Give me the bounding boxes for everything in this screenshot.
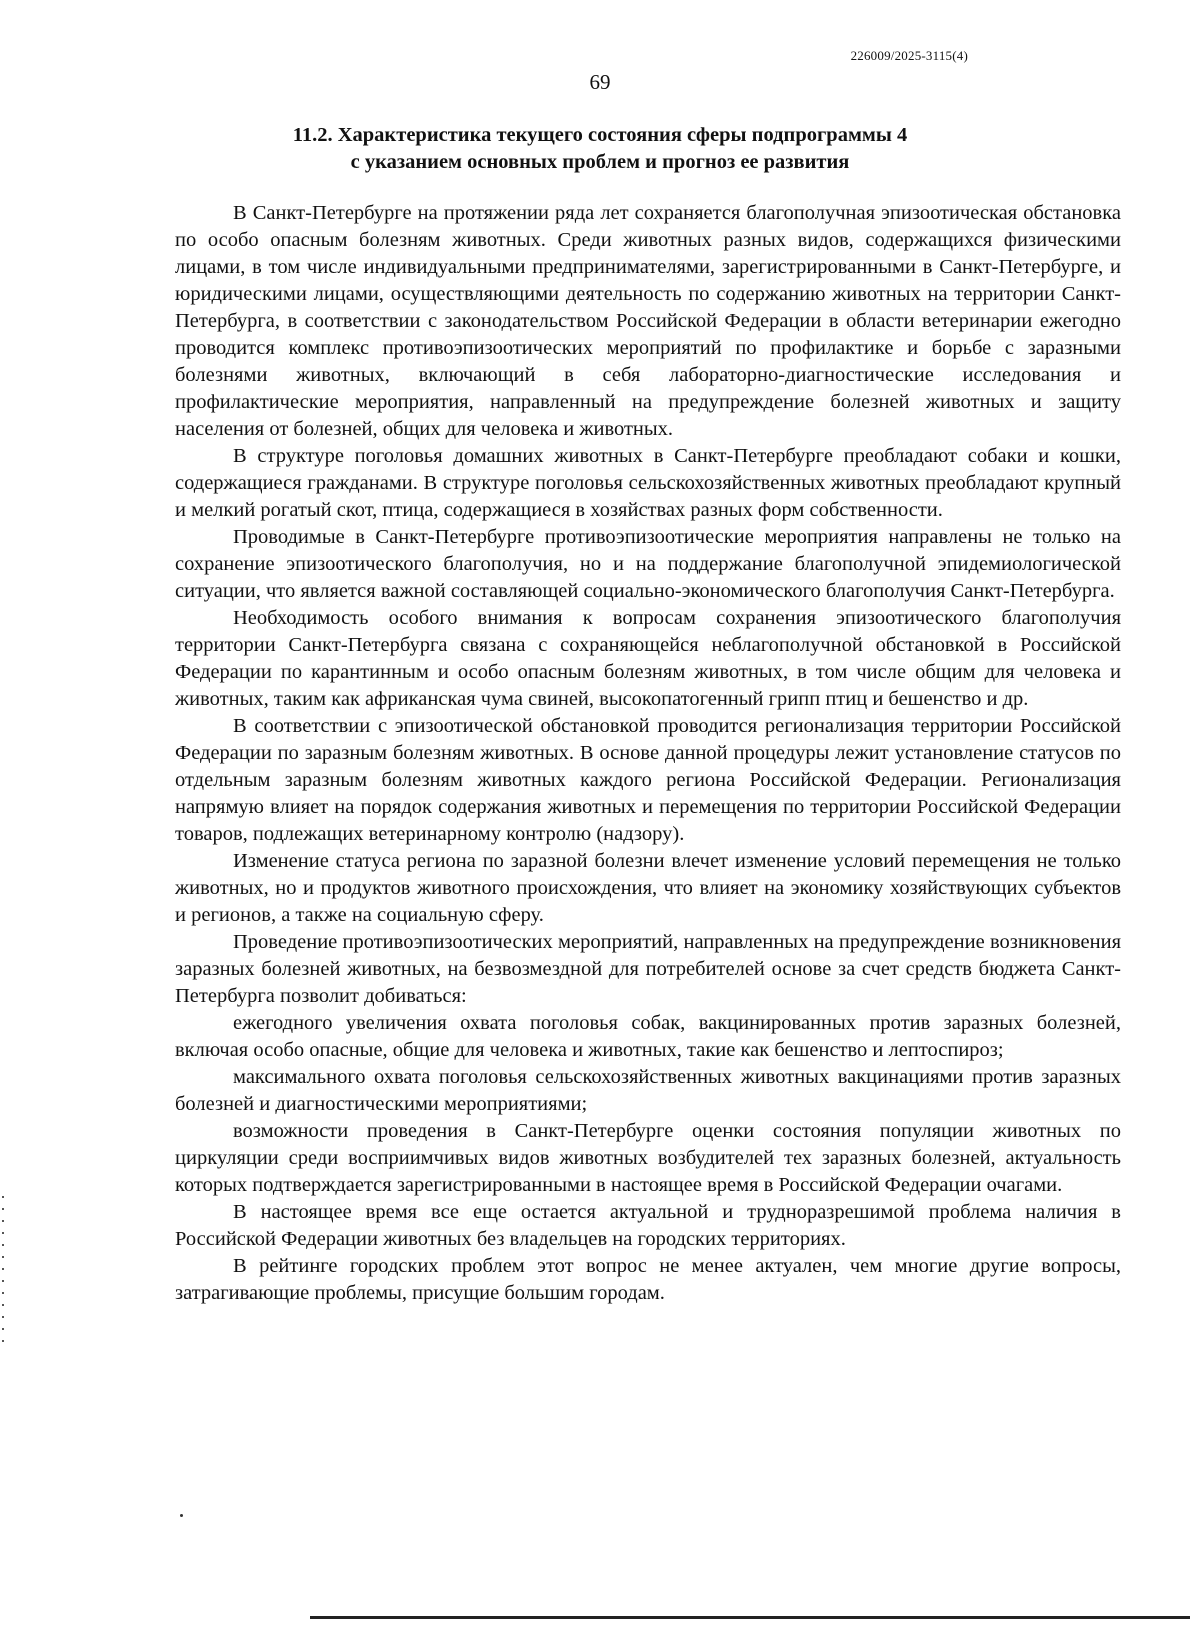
document-body (175, 200, 1121, 1307)
list-paragraph: максимального охвата поголовья сельскохозяйственных животных вакцинациями против заразных болезней и диагностическими мероприятиями; (175, 1066, 1121, 1115)
document-registration-number: 226009/2025-3115(4) (850, 48, 968, 63)
list-paragraph: ежегодного увеличения охвата поголовья собак, вакцинированных против заразных болезней, включая особо опасные, общие для человека и животных, такие как бешенство и лептоспироз; (175, 1012, 1121, 1061)
paragraph: В Санкт-Петербурге на протяжении ряда лет сохраняется благополучная эпизоотическая обстановка по особо опасным болезням животных. Среди животных разных видов, содержащихся физическими лицами, в том числе индивидуальными предпринимателями, зарегистрированными в Санкт-Петербурге, и юридическими лицами, осуществляющими деятельность по содержанию животных на территории Санкт-Петербурга, в соответствии с законодательством Российской Федерации в области ветеринарии ежегодно проводится комплекс противоэпизоотических мероприятий по профилактике и борьбе с заразными болезнями животных, включающий в себя лабораторно-диагностические исследования и профилактические мероприятия, направленный на предупреждение болезней животных и защиту населения от болезней, общих для человека и животных. (175, 202, 1121, 440)
paragraph: В структуре поголовья домашних животных в Санкт-Петербурге преобладают собаки и кошки, содержащиеся гражданами. В структуре поголовья сельскохозяйственных животных преобладают крупный и мелкий рогатый скот, птица, содержащиеся в хозяйствах разных форм собственности. (175, 445, 1121, 521)
paragraph: В настоящее время все еще остается актуальной и трудноразрешимой проблема наличия в Российской Федерации животных без владельцев на городских территориях. (175, 1201, 1121, 1250)
section-heading-line-1: 11.2. Характеристика текущего состояния сферы подпрограммы 4 (292, 124, 908, 146)
paragraph: Необходимость особого внимания к вопросам сохранения эпизоотического благополучия территории Санкт-Петербурга связана с сохраняющейся неблагополучной обстановкой в Российской Федерации по карантинным и особо опасным болезням животных, в том числе общим для человека и животных, таким как африканская чума свиней, высокопатогенный грипп птиц и бешенство и др. (175, 607, 1121, 710)
paragraph: В рейтинге городских проблем этот вопрос не менее актуален, чем многие другие вопросы, затрагивающие проблемы, присущие большим городам. (175, 1255, 1121, 1304)
list-paragraph: возможности проведения в Санкт-Петербурге оценки состояния популяции животных по циркуляции среди восприимчивых видов животных возбудителей тех заразных болезней, актуальность которых подтверждается зарегистрированными в настоящее время в Российской Федерации очагами. (175, 1120, 1121, 1196)
scan-bottom-line-artifact (310, 1616, 1190, 1619)
page-number: 69 (589, 70, 611, 94)
section-heading (180, 122, 1020, 176)
paragraph: Проведение противоэпизоотических мероприятий, направленных на предупреждение возникновения заразных болезней животных, на безвозмездной для потребителей основе за счет средств бюджета Санкт-Петербурга позволит добиваться: (175, 931, 1121, 1007)
paragraph: В соответствии с эпизоотической обстановкой проводится регионализация территории Российской Федерации по заразным болезням животных. В основе данной процедуры лежит установление статусов по отдельным заразным болезням животных каждого региона Российской Федерации. Регионализация напрямую влияет на порядок содержания животных и перемещения по территории Российской Федерации товаров, подлежащих ветеринарному контролю (надзору). (175, 715, 1121, 845)
scan-edge-artifact (2, 1196, 4, 1346)
paragraph: Проводимые в Санкт-Петербурге противоэпизоотические мероприятия направлены не только на сохранение эпизоотического благополучия, но и на поддержание благополучной эпидемиологической ситуации, что является важной составляющей социально-экономического благополучия Санкт-Петербурга. (175, 526, 1121, 602)
paragraph: Изменение статуса региона по заразной болезни влечет изменение условий перемещения не только животных, но и продуктов животного происхождения, что влияет на экономику хозяйствующих субъектов и регионов, а также на социальную сферу. (175, 850, 1121, 926)
scan-dot-artifact (180, 1514, 183, 1517)
section-heading-line-2: с указанием основных проблем и прогноз ее развития (350, 151, 850, 173)
